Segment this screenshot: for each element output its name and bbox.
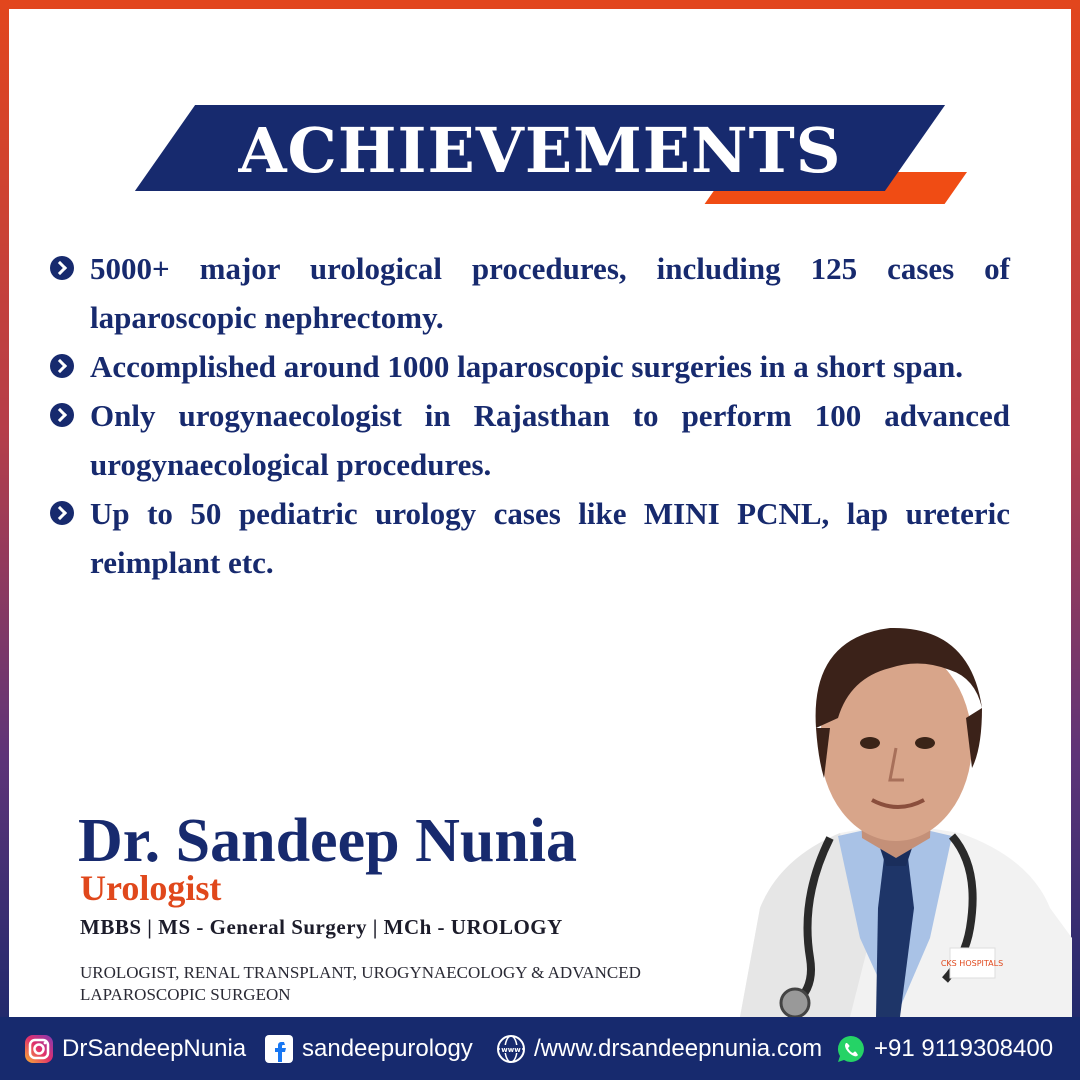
footer-phone[interactable] (836, 1017, 1053, 1080)
chevron-bullet-icon (50, 256, 74, 280)
achievement-item (50, 489, 1010, 587)
achievements-list (50, 244, 1010, 587)
website-url: /www.drsandeepnunia.com (534, 1034, 823, 1062)
achievement-item (50, 342, 1010, 391)
globe-icon-label: www (501, 1045, 521, 1054)
chevron-bullet-icon (50, 403, 74, 427)
achievement-text: Only urogynaecologist in Rajasthan to perform 100 advanced urogynaecological procedures. (90, 398, 1010, 482)
achievement-text: Up to 50 pediatric urology cases like MINI PCNL, lap ureteric reimplant etc. (90, 496, 1010, 580)
banner-title: ACHIEVEMENTS (238, 114, 842, 187)
doctor-name: Dr. Sandeep Nunia (78, 807, 578, 875)
coat-logo: CKS HOSPITALS (940, 959, 1004, 968)
instagram-handle: DrSandeepNunia (62, 1034, 247, 1062)
footer-website[interactable] (496, 1017, 822, 1080)
chevron-bullet-icon (50, 501, 74, 525)
whatsapp-icon (836, 1034, 866, 1064)
footer-bar (0, 1017, 1080, 1080)
chevron-bullet-icon (50, 354, 74, 378)
phone-number: +91 9119308400 (874, 1034, 1054, 1062)
doctor-qualifications: MBBS | MS - General Surgery | MCh - UROLOGY (80, 915, 563, 939)
footer-instagram[interactable] (24, 1017, 246, 1080)
doctor-portrait (720, 608, 1072, 1017)
achievement-item (50, 391, 1010, 489)
achievement-text: Accomplished around 1000 laparoscopic surgeries in a short span. (90, 349, 963, 384)
globe-icon (496, 1034, 526, 1064)
achievement-item (50, 244, 1010, 342)
instagram-icon (24, 1034, 54, 1064)
doctor-specialties: UROLOGIST, RENAL TRANSPLANT, UROGYNAECOLOGY & ADVANCED LAPAROSCOPIC SURGEON (80, 963, 641, 1004)
doctor-role: Urologist (80, 868, 222, 908)
footer-facebook[interactable] (264, 1017, 473, 1080)
facebook-handle: sandeepurology (302, 1034, 473, 1062)
facebook-icon (264, 1034, 294, 1064)
achievement-text: 5000+ major urological procedures, including 125 cases of laparoscopic nephrectomy. (90, 251, 1010, 335)
